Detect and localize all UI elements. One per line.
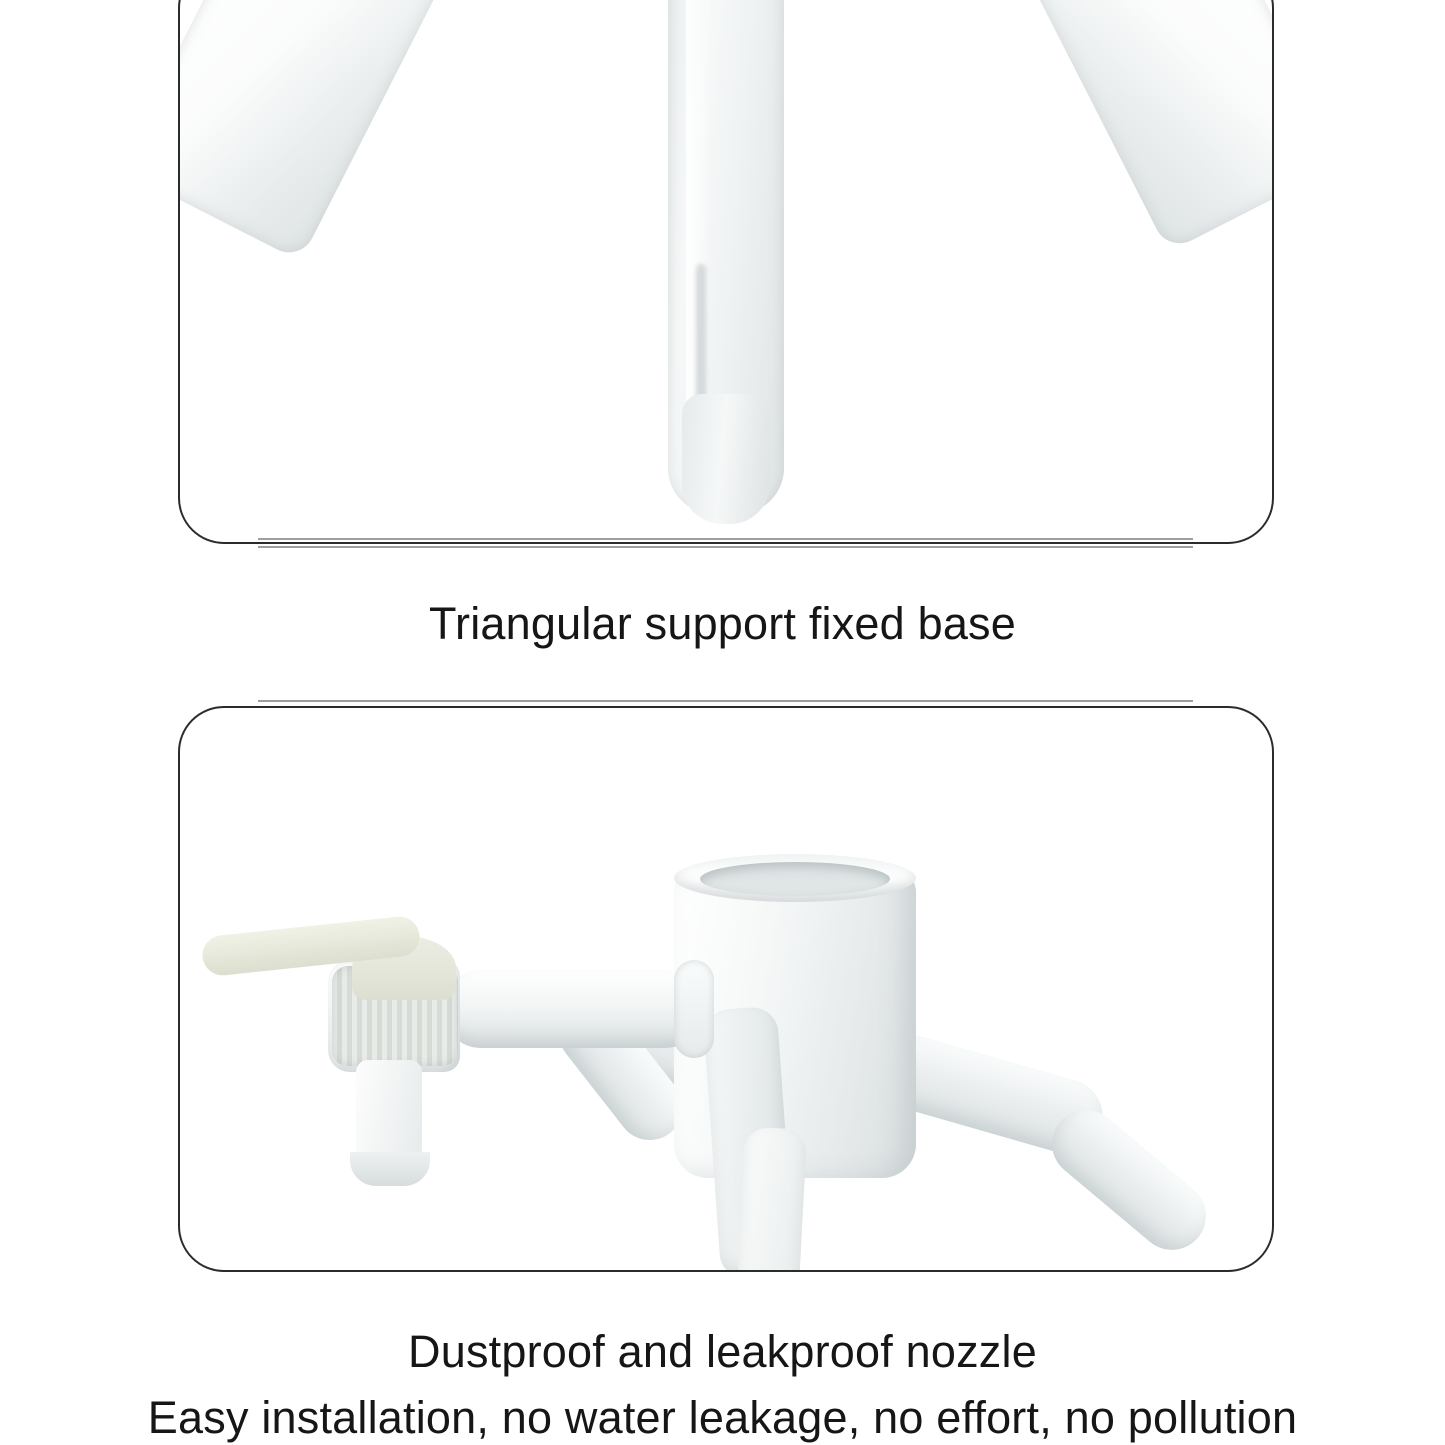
caption-triangular-support: Triangular support fixed base [429,598,1016,649]
tap-spout-lip [350,1152,430,1186]
nozzle-photo [178,706,1274,1272]
stand-hub-opening [700,862,890,896]
triangular-support-base-photo [178,0,1274,544]
tripod-leg-right [1005,0,1274,252]
divider-line-top-1 [258,538,1193,540]
stand-leg-right-lower [1038,1096,1220,1264]
tripod-legs-illustration [180,0,1272,542]
divider-line-top-2 [258,546,1193,548]
caption-installation: Easy installation, no water leakage, no effort, no pollution [147,1392,1298,1443]
stand-leg-front-lower [735,1127,807,1272]
tripod-leg-left [178,0,464,261]
spigot-collar [674,960,714,1058]
spigot-arm [442,970,704,1048]
spigot-illustration [180,708,1272,1270]
divider-line-bottom-1 [258,700,1193,702]
tripod-leg-center-foot [682,394,770,524]
caption-nozzle: Dustproof and leakproof nozzle [408,1326,1037,1377]
